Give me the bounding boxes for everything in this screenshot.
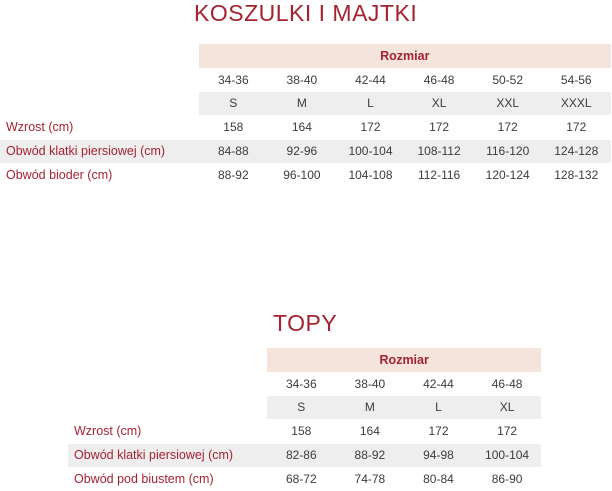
measurement-cell: 172 [497,120,518,134]
row-label: Obwód klatki piersiowej (cm) [74,448,234,462]
table-row [68,444,541,467]
measurement-cell: 172 [360,120,381,134]
size-range: 42-44 [423,377,454,391]
measurement-cell: 88-92 [354,448,386,462]
measurement-cell: 116-120 [486,144,530,158]
measurement-cell: 86-90 [491,472,523,486]
measurement-cell: 172 [566,120,587,134]
row-label: Obwód klatki piersiowej (cm) [6,144,166,158]
measurement-cell: 92-96 [286,144,318,158]
measurement-cell: 158 [223,120,244,134]
size-letter: XL [431,96,447,110]
measurement-cell: 88-92 [217,168,249,182]
size-letter-row [267,396,541,419]
table-row [0,140,611,163]
measurement-cell: 108-112 [417,144,461,158]
measurement-cell: 172 [429,120,450,134]
measurement-cell: 124-128 [554,144,599,158]
size-range: 38-40 [286,73,318,87]
size-range: 50-52 [492,73,524,87]
row-label: Wzrost (cm) [6,120,74,134]
size-letter: M [364,400,375,414]
size-letter: XXXL [560,96,592,110]
measurement-cell: 94-98 [423,448,454,462]
row-label: Wzrost (cm) [74,424,142,438]
size-letter: XXL [496,96,520,110]
section-title-koszulki: KOSZULKI I MAJTKI [194,0,418,26]
measurement-cell: 158 [291,424,312,438]
size-range: 54-56 [560,73,592,87]
table-row [68,420,541,443]
measurement-cell: 128-132 [554,168,599,182]
measurement-cell: 82-86 [285,448,317,462]
size-letter: L [367,96,374,110]
measurement-cell: 68-72 [285,472,317,486]
table-row [0,164,611,187]
size-letter: S [229,96,238,110]
size-header: Rozmiar [199,44,611,68]
measurement-cell: 80-84 [423,472,454,486]
measurement-cell: 164 [291,120,312,134]
size-range-row [267,373,541,396]
measurement-cell: 172 [497,424,518,438]
size-letter: S [297,400,306,414]
size-letter: M [296,96,307,110]
size-letter: XL [499,400,515,414]
measurement-cell: 104-108 [348,168,393,182]
section-title-topy: TOPY [273,310,338,336]
size-range: 34-36 [285,377,317,391]
measurement-cell: 96-100 [283,168,321,182]
size-range-row [199,69,611,92]
table-row [0,116,611,139]
size-range: 46-48 [491,377,523,391]
size-range: 46-48 [423,73,455,87]
measurement-cell: 74-78 [354,472,386,486]
size-letter-row [199,92,611,115]
measurement-cell: 112-116 [417,168,461,182]
measurement-cell: 84-88 [217,144,249,158]
size-range: 34-36 [217,73,249,87]
measurement-cell: 164 [359,424,380,438]
measurement-cell: 172 [428,424,449,438]
row-label: Obwód pod biustem (cm) [74,472,214,486]
row-label: Obwód bioder (cm) [6,168,113,182]
measurement-cell: 100-104 [348,144,393,158]
measurement-cell: 120-124 [485,168,530,182]
size-range: 38-40 [354,377,386,391]
measurement-cell: 100-104 [485,448,530,462]
size-range: 42-44 [355,73,386,87]
size-letter: L [435,400,442,414]
size-header: Rozmiar [267,348,541,372]
